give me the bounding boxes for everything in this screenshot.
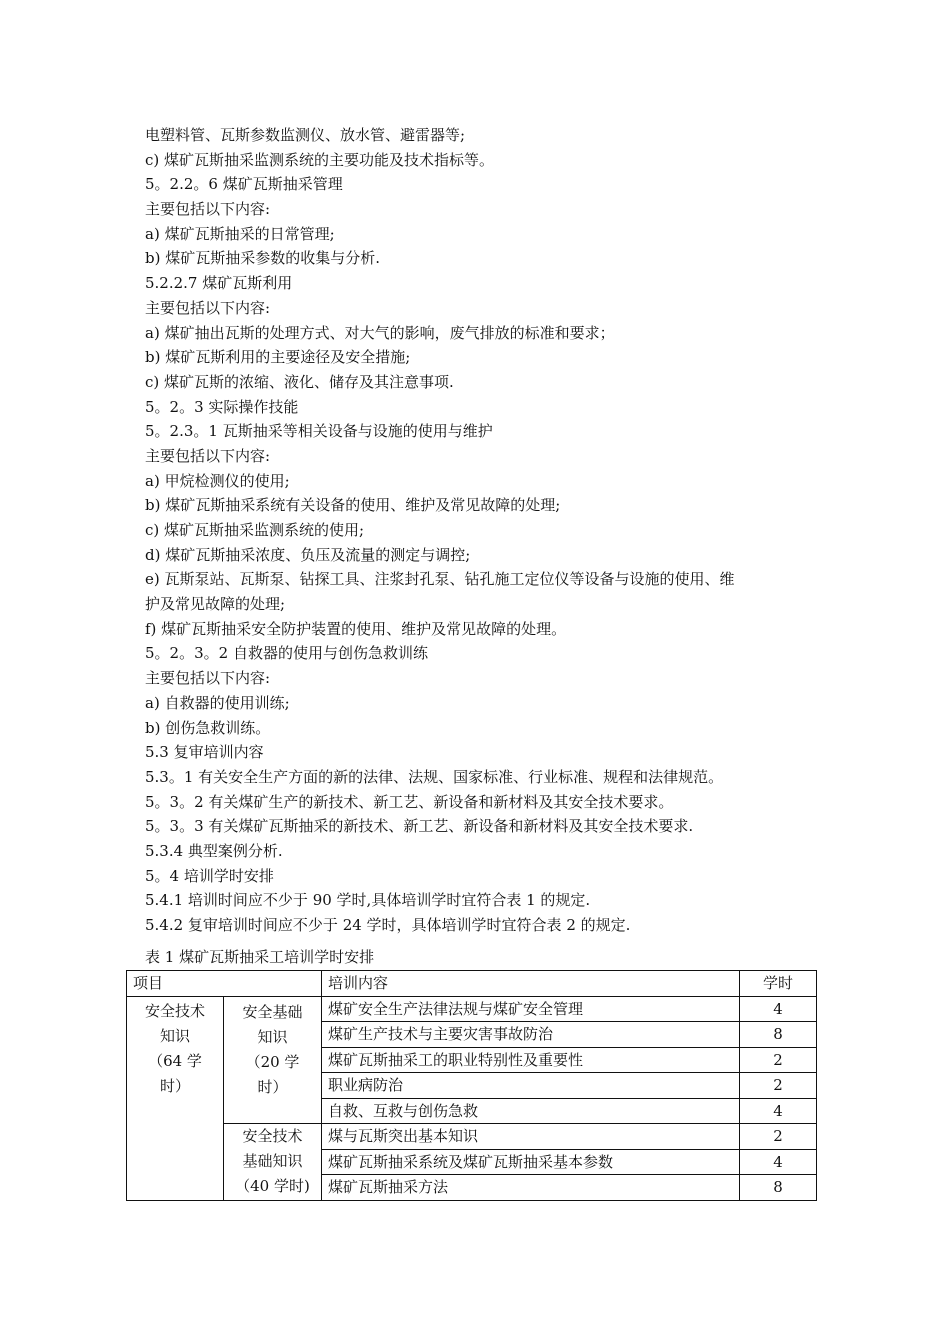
group-cell <box>224 996 322 1124</box>
list-item: e) 瓦斯泵站、瓦斯泵、钻探工具、注浆封孔泵、钻孔施工定位仪等设备与设施的使用、维 <box>145 570 735 589</box>
section-heading: 5。2。3。2 自救器的使用与创伤急救训练 <box>145 644 428 663</box>
content-cell: 煤矿安全生产法律法规与煤矿安全管理 <box>322 996 740 1022</box>
text-line: 主要包括以下内容: <box>145 669 271 688</box>
text-line: 主要包括以下内容: <box>145 446 271 465</box>
hours-cell: 2 <box>740 1047 817 1073</box>
hours-cell: 2 <box>740 1124 817 1150</box>
group-label: 基础知识 <box>242 1152 303 1171</box>
content-cell: 职业病防治 <box>322 1073 740 1099</box>
section-heading: 5。2。3 实际操作技能 <box>145 397 299 416</box>
table-row <box>127 996 817 1022</box>
group-label: 知识 <box>257 1027 288 1046</box>
section-heading: 5。2.3。1 瓦斯抽采等相关设备与设施的使用与维护 <box>145 422 493 441</box>
list-item: c) 煤矿瓦斯的浓缩、液化、储存及其注意事项. <box>145 372 454 391</box>
list-item: a) 煤矿抽出瓦斯的处理方式、对大气的影响，废气排放的标准和要求； <box>145 323 615 342</box>
text-line: 主要包括以下内容: <box>145 298 271 317</box>
text-line: 5.3。1 有关安全生产方面的新的法律、法规、国家标准、行业标准、规程和法律规范。 <box>145 767 724 786</box>
group-label: 时） <box>257 1077 288 1096</box>
content-cell: 自救、互救与创伤急救 <box>322 1098 740 1124</box>
body-text <box>145 123 825 938</box>
text-line: 5.4.1 培训时间应不少于 90 学时,具体培训学时宜符合表 1 的规定. <box>145 891 591 910</box>
category-label: 时） <box>159 1076 190 1095</box>
section-heading: 5.3 复审培训内容 <box>145 743 264 762</box>
header-hours: 学时 <box>740 971 817 997</box>
category-cell <box>127 996 224 1200</box>
hours-cell: 2 <box>740 1073 817 1099</box>
category-label: （64 学 <box>148 1051 202 1070</box>
table-row <box>127 1124 817 1150</box>
table-caption: 表 1 煤矿瓦斯抽采工培训学时安排 <box>145 948 375 966</box>
section-heading: 5。2.2。6 煤矿瓦斯抽采管理 <box>145 175 343 194</box>
text-line: 电塑料管、瓦斯参数监测仪、放水管、避雷器等; <box>145 126 466 144</box>
group-label: 安全基础 <box>242 1002 303 1021</box>
hours-cell: 8 <box>740 1175 817 1201</box>
group-label: 安全技术 <box>242 1127 303 1146</box>
group-label: （20 学 <box>245 1052 300 1071</box>
hours-cell: 4 <box>740 996 817 1022</box>
training-hours-table <box>126 970 817 1201</box>
list-item: a) 甲烷检测仪的使用; <box>145 471 290 490</box>
category-label: 安全技术 <box>144 1001 205 1020</box>
text-line: 5.4.2 复审培训时间应不少于 24 学时，具体培训学时宜符合表 2 的规定. <box>145 916 631 934</box>
list-item: b) 煤矿瓦斯抽采参数的收集与分析. <box>145 249 380 268</box>
text-line: c) 煤矿瓦斯抽采监测系统的主要功能及技术指标等。 <box>145 150 495 169</box>
hours-cell: 8 <box>740 1022 817 1048</box>
list-item: c) 煤矿瓦斯抽采监测系统的使用; <box>145 521 365 539</box>
group-label: （40 学时) <box>235 1177 310 1196</box>
list-item: d) 煤矿瓦斯抽采浓度、负压及流量的测定与调控; <box>145 545 471 564</box>
hours-cell: 4 <box>740 1149 817 1175</box>
content-cell: 煤与瓦斯突出基本知识 <box>322 1124 740 1150</box>
content-cell: 煤矿瓦斯抽采工的职业特别性及重要性 <box>322 1047 740 1073</box>
content-cell: 煤矿瓦斯抽采方法 <box>322 1175 740 1201</box>
category-label: 知识 <box>159 1026 190 1045</box>
section-heading: 5。4 培训学时安排 <box>145 866 274 885</box>
text-line: 5。3。2 有关煤矿生产的新技术、新工艺、新设备和新材料及其安全技术要求。 <box>145 792 674 811</box>
header-content: 培训内容 <box>322 971 740 997</box>
hours-cell: 4 <box>740 1098 817 1124</box>
list-item: b) 煤矿瓦斯利用的主要途径及安全措施; <box>145 348 411 367</box>
group-cell <box>224 1124 322 1201</box>
list-item-continuation: 护及常见故障的处理; <box>145 595 286 614</box>
text-line: 5.3.4 典型案例分析. <box>145 841 283 860</box>
list-item: b) 创伤急救训练。 <box>145 718 271 737</box>
table-header-row <box>127 971 817 997</box>
section-heading: 5.2.2.7 煤矿瓦斯利用 <box>145 274 293 293</box>
text-line: 主要包括以下内容: <box>145 200 271 219</box>
list-item: b) 煤矿瓦斯抽采系统有关设备的使用、维护及常见故障的处理; <box>145 496 561 515</box>
text-line: 5。3。3 有关煤矿瓦斯抽采的新技术、新工艺、新设备和新材料及其安全技术要求. <box>145 817 694 836</box>
list-item: a) 煤矿瓦斯抽采的日常管理; <box>145 224 335 243</box>
list-item: f) 煤矿瓦斯抽采安全防护装置的使用、维护及常见故障的处理。 <box>145 619 567 638</box>
list-item: a) 自救器的使用训练; <box>145 693 290 712</box>
header-item: 项目 <box>127 971 322 997</box>
content-cell: 煤矿瓦斯抽采系统及煤矿瓦斯抽采基本参数 <box>322 1149 740 1175</box>
content-cell: 煤矿生产技术与主要灾害事故防治 <box>322 1022 740 1048</box>
